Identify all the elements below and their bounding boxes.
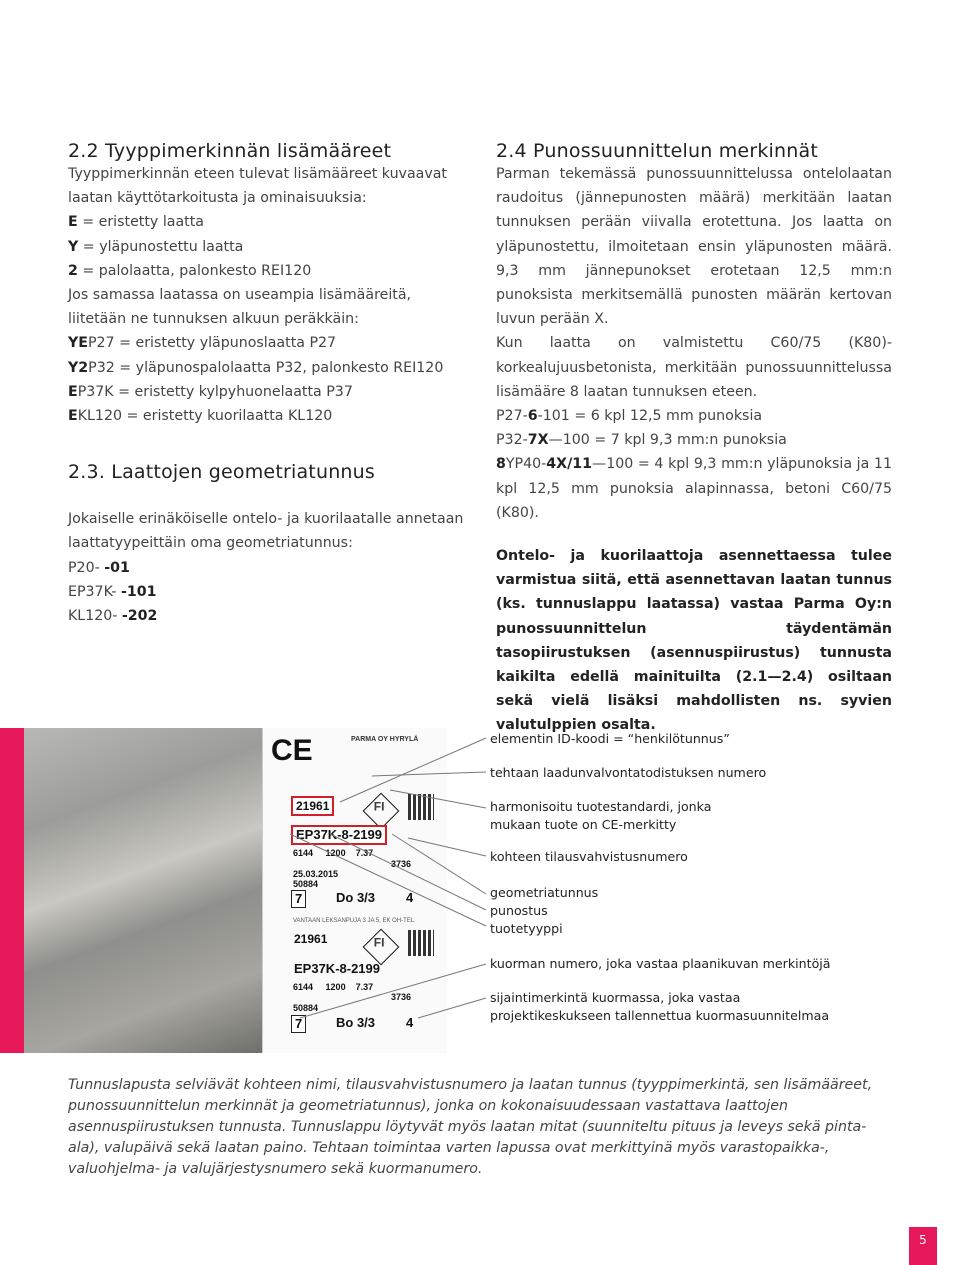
label-position: Do 3/3 xyxy=(336,890,376,905)
label-weight-2: 3736 xyxy=(391,992,412,1002)
label-pos-number-2: 4 xyxy=(406,1015,414,1030)
label-weight: 3736 xyxy=(391,859,412,869)
label-address: VANTAAN LEKSANPUJA 3 JA 5, EK OH-TEL xyxy=(293,918,415,924)
label-load-number: 7 xyxy=(291,890,306,908)
intro-text: Tyyppimerkinnän eteen tulevat lisämääreet kuvaavat laatan käyttötarkoitusta ja ominaisuuksia: E = eristetty laatta Y = yläpunostettu laatta 2 = palolaatta, palonkesto REI120 xyxy=(68,166,447,279)
right-column xyxy=(496,140,892,752)
annotation-order: kohteen tilausvahvistusnumero xyxy=(490,849,688,864)
installation-warning: Ontelo- ja kuorilaattoja asennettaessa tulee varmistua siitä, että asennettavan laatan tunnus (ks. tunnuslappu laatassa) vastaa Parma Oy:n punossuunnittelun täydentämän tasopiirustuksen (asennuspiirustus) tunnusta kaikilta edellä mainituilta (2.1—2.4) osiltaan sekä vielä lisäksi mahdollisten ns. syvien valutulppien osalta. xyxy=(496,548,892,734)
label-id-code-2: 21961 xyxy=(294,932,328,946)
annotation-id: elementin ID-koodi = “henkilötunnus” xyxy=(490,731,730,746)
ce-mark-icon: CE xyxy=(271,734,313,767)
multi-suffix-text: Jos samassa laatassa on useampia lisämääreitä, liitetään ne tunnuksen alkuun peräkkäin: YEP27 = eristetty yläpunoslaatta P27 Y2P32 = yläpunospalolaatta P32, palonkesto REI120 EP37K = eristetty kylpyhuonelaatta P37 EKL120 = eristetty kuorilaatta KL120 xyxy=(68,287,444,425)
accent-bar xyxy=(0,728,24,1053)
annotation-load: kuorman numero, joka vastaa plaanikuvan merkintöjä xyxy=(490,956,831,971)
annotation-location: sijaintimerkintä kuormassa, joka vastaa projektikeskukseen tallennettua kuormasuunnitelmaa xyxy=(490,990,830,1023)
qr-code-icon-2 xyxy=(408,930,434,956)
annotation-certificate: tehtaan laadunvalvontatodistuksen numero xyxy=(490,765,767,780)
label-type-code: EP37K-8-2199 xyxy=(291,825,387,845)
label-order-2: 50884 xyxy=(293,1003,319,1013)
heading-strand-design: 2.4 Punossuunnittelun merkinnät xyxy=(496,140,818,162)
label-type-code-2: EP37K-8-2199 xyxy=(294,961,380,976)
label-dimensions-2: 6144 1200 7.37 xyxy=(293,982,374,992)
fi-mark-icon-2: FI xyxy=(363,929,400,966)
left-column xyxy=(68,140,468,628)
label-pos-number: 4 xyxy=(406,890,414,905)
page-number: 5 xyxy=(909,1227,937,1265)
label-date: 25.03.2015 xyxy=(293,869,339,879)
strand-text-1: Parman tekemässä punossuunnittelussa ontelolaatan raudoitus (jännepunosten määrä) merkitään laatan tunnuksen perään viivalla erotettuna. Jos laatta on yläpunostettu, ilmoitetaan ensin yläpunosten määrä. 9,3 mm jännepunokset erotetaan 12,5 mm:n punoksista merkitsemällä punosten määrän kertovan luvun perään X. xyxy=(496,166,892,328)
geometry-text: Jokaiselle erinäköiselle ontelo- ja kuorilaatalle annetaan laattatyypeittäin oma geometriatunnus: P20- -01 EP37K- -101 KL120- -202 xyxy=(68,511,464,625)
qr-code-icon xyxy=(408,794,434,820)
label-load-number-2: 7 xyxy=(291,1015,306,1033)
heading-type-suffixes: 2.2 Tyyppimerkinnän lisämääreet xyxy=(68,140,392,162)
slab-label-image xyxy=(262,728,447,1053)
strand-text-2: Kun laatta on valmistettu C60/75 (K80)-korkealujuusbetonista, merkitään punossuunnittelussa lisämääre 8 laatan tunnuksen eteen. P27-6-101 = 6 kpl 12,5 mm punoksia P32-7X—100 = 7 kpl 9,3 mm:n punoksia 8YP40-4X/11—100 = 4 kpl 9,3 mm:n yläpunoksia ja 11 kpl 12,5 mm punoksia alapinnassa, betoni C60/75 (K80). xyxy=(496,335,892,521)
fi-mark-icon: FI xyxy=(363,793,400,830)
heading-geometry-code: 2.3. Laattojen geometriatunnus xyxy=(68,461,376,484)
label-dimensions: 6144 1200 7.37 xyxy=(293,848,374,858)
annotation-standard: harmonisoitu tuotestandardi, jonka mukaan tuote on CE-merkitty xyxy=(490,799,712,832)
label-id-code: 21961 xyxy=(291,796,334,816)
label-order: 50884 xyxy=(293,879,319,889)
slab-stack-photo xyxy=(24,728,262,1053)
image-caption: Tunnuslapusta selviävät kohteen nimi, tilausvahvistusnumero ja laatan tunnus (tyyppimerkintä, sen lisämääreet, punossuunnittelun merkinnät ja geometriatunnus), jonka on kokonaisuudessaan vastattava laattojen asennuspiirustuksen tunnusta. Tunnuslappu löytyvät myös laatan mitat (suunniteltu pituus ja leveys sekä pinta-ala), valupäivä sekä laatan paino. Tehtaan toimintaa varten lapussa ovat merkittyinä myös varastopaikka-, valuohjelma- ja valujärjestysnumero sekä kuormanumero. xyxy=(68,1077,873,1177)
annotation-geometry: geometriatunnus punostus tuotetyyppi xyxy=(490,885,599,936)
label-header: PARMA OY HYRYLÄ xyxy=(351,736,419,743)
label-position-2: Bo 3/3 xyxy=(336,1015,376,1030)
